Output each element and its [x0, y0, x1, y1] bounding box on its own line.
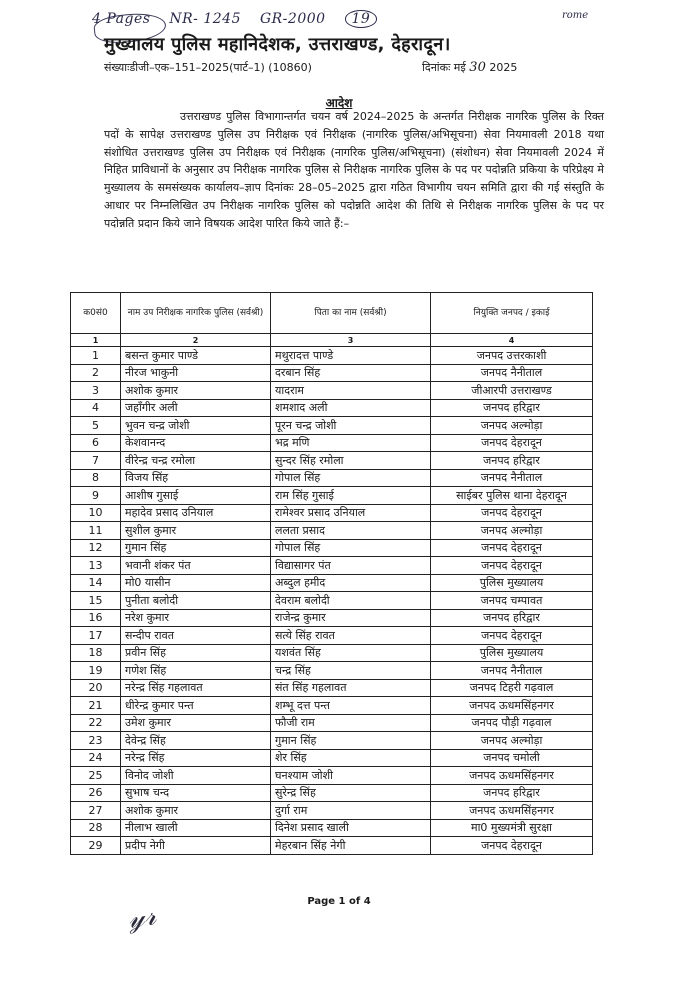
serial-cell: 19: [71, 662, 121, 680]
posting-cell: जनपद पौड़ी गढ़वाल: [431, 714, 593, 732]
handwritten-nr: NR- 1245: [169, 11, 241, 27]
table-row: [71, 627, 593, 645]
table-row: [71, 487, 593, 505]
table-row: [71, 539, 593, 557]
serial-cell: 27: [71, 802, 121, 820]
table-row: [71, 767, 593, 785]
name-cell: विजय सिंह: [121, 469, 271, 487]
name-cell: अशोक कुमार: [121, 802, 271, 820]
father-name-cell: दुर्गा राम: [271, 802, 431, 820]
table-row: [71, 434, 593, 452]
header-posting: नियुक्ति जनपद / इकाई: [431, 293, 593, 334]
table-row: [71, 574, 593, 592]
name-cell: केशवानन्द: [121, 434, 271, 452]
table-row: [71, 592, 593, 610]
name-cell: नरेन्द्र सिंह गहलावत: [121, 679, 271, 697]
serial-cell: 25: [71, 767, 121, 785]
table-row: [71, 662, 593, 680]
name-cell: नरेश कुमार: [121, 609, 271, 627]
serial-cell: 8: [71, 469, 121, 487]
table-row: [71, 837, 593, 855]
father-name-cell: शमशाद अली: [271, 399, 431, 417]
table-row: [71, 522, 593, 540]
date-day-handwritten: 30: [469, 60, 486, 75]
father-name-cell: यादराम: [271, 382, 431, 400]
name-cell: जहाँगीर अली: [121, 399, 271, 417]
column-index-row: [71, 334, 593, 347]
father-name-cell: शेर सिंह: [271, 749, 431, 767]
header-name: नाम उप निरीक्षक नागरिक पुलिस (सर्वश्री): [121, 293, 271, 334]
date-label: दिनांकः मई: [422, 61, 466, 74]
handwritten-circled-number: 19: [345, 10, 378, 28]
father-name-cell: दरबान सिंह: [271, 364, 431, 382]
father-name-cell: गोपाल सिंह: [271, 539, 431, 557]
serial-cell: 24: [71, 749, 121, 767]
name-cell: बसन्त कुमार पाण्डे: [121, 347, 271, 365]
handwritten-annotations: [92, 10, 391, 28]
name-cell: आशीष गुसाई: [121, 487, 271, 505]
table-row: [71, 504, 593, 522]
serial-cell: 20: [71, 679, 121, 697]
name-cell: गुमान सिंह: [121, 539, 271, 557]
posting-cell: जनपद देहरादून: [431, 434, 593, 452]
posting-cell: जीआरपी उत्तराखण्ड: [431, 382, 593, 400]
serial-cell: 16: [71, 609, 121, 627]
father-name-cell: घनश्याम जोशी: [271, 767, 431, 785]
father-name-cell: रामेश्वर प्रसाद उनियाल: [271, 504, 431, 522]
posting-cell: मा0 मुख्यमंत्री सुरक्षा: [431, 819, 593, 837]
serial-cell: 18: [71, 644, 121, 662]
name-cell: सुभाष चन्द: [121, 784, 271, 802]
serial-cell: 7: [71, 452, 121, 470]
posting-cell: पुलिस मुख्यालय: [431, 644, 593, 662]
serial-cell: 6: [71, 434, 121, 452]
table-row: [71, 802, 593, 820]
father-name-cell: फौजी राम: [271, 714, 431, 732]
posting-cell: जनपद देहरादून: [431, 539, 593, 557]
name-cell: भवानी शंकर पंत: [121, 557, 271, 575]
posting-cell: जनपद चमोली: [431, 749, 593, 767]
name-cell: मो0 यासीन: [121, 574, 271, 592]
name-cell: विनोद जोशी: [121, 767, 271, 785]
father-name-cell: पूरन चन्द्र जोशी: [271, 417, 431, 435]
name-cell: सुशील कुमार: [121, 522, 271, 540]
father-name-cell: दिनेश प्रसाद खाली: [271, 819, 431, 837]
column-index: 1: [71, 334, 121, 347]
posting-cell: जनपद हरिद्वार: [431, 784, 593, 802]
father-name-cell: मथुरादत्त पाण्डे: [271, 347, 431, 365]
serial-cell: 28: [71, 819, 121, 837]
father-name-cell: राम सिंह गुसाई: [271, 487, 431, 505]
serial-cell: 13: [71, 557, 121, 575]
father-name-cell: चन्द्र सिंह: [271, 662, 431, 680]
name-cell: देवेन्द्र सिंह: [121, 732, 271, 750]
serial-cell: 9: [71, 487, 121, 505]
column-index: 2: [121, 334, 271, 347]
page-number: Page 1 of 4: [307, 896, 371, 907]
father-name-cell: यशवंत सिंह: [271, 644, 431, 662]
posting-cell: जनपद अल्मोड़ा: [431, 417, 593, 435]
table-row: [71, 714, 593, 732]
serial-cell: 3: [71, 382, 121, 400]
promotion-table: [70, 292, 593, 855]
handwritten-gr: GR-2000: [259, 11, 326, 27]
table-row: [71, 644, 593, 662]
father-name-cell: गोपाल सिंह: [271, 469, 431, 487]
header-serial: क0सं0: [71, 293, 121, 334]
table-row: [71, 364, 593, 382]
table-row: [71, 784, 593, 802]
father-name-cell: भद्र मणि: [271, 434, 431, 452]
posting-cell: जनपद उत्तरकाशी: [431, 347, 593, 365]
name-cell: प्रदीप नेगी: [121, 837, 271, 855]
name-cell: गणेश सिंह: [121, 662, 271, 680]
table-header-row: [71, 293, 593, 334]
table-row: [71, 347, 593, 365]
name-cell: प्रवीन सिंह: [121, 644, 271, 662]
name-cell: अशोक कुमार: [121, 382, 271, 400]
handwritten-signature: 𝓎𝓇: [125, 898, 159, 935]
name-cell: सन्दीप रावत: [121, 627, 271, 645]
father-name-cell: अब्दुल हमीद: [271, 574, 431, 592]
father-name-cell: सुन्दर सिंह रमोला: [271, 452, 431, 470]
table-row: [71, 399, 593, 417]
table-row: [71, 452, 593, 470]
posting-cell: जनपद देहरादून: [431, 557, 593, 575]
serial-cell: 15: [71, 592, 121, 610]
serial-cell: 2: [71, 364, 121, 382]
posting-cell: जनपद देहरादून: [431, 504, 593, 522]
serial-cell: 17: [71, 627, 121, 645]
table-body: [71, 334, 593, 855]
father-name-cell: सुरेन्द्र सिंह: [271, 784, 431, 802]
name-cell: वीरेन्द्र चन्द्र रमोला: [121, 452, 271, 470]
table-row: [71, 749, 593, 767]
name-cell: उमेश कुमार: [121, 714, 271, 732]
order-body-paragraph: उत्तराखण्ड पुलिस विभागान्तर्गत चयन वर्ष 2024–2025 के अन्तर्गत निरीक्षक नागरिक पुलिस के रिक्त पदों के सापेक्ष उत्तराखण्ड पुलिस उप निरीक्षक एवं निरीक्षक (नागरिक पुलिस/अभिसूचना) सेवा नियमावली 2018 यथा संशोधित उत्तराखण्ड पुलिस उप निरीक्षक एवं निरीक्षक (नागरिक पुलिस/अभिसूचना) (संशोधन) सेवा नियमावली 2024 में निहित प्राविधानों के अनुसार उप निरीक्षक नागरिक पुलिस से निरीक्षक नागरिक पुलिस के पद पर पदोन्नति प्रकिया के परिप्रेक्ष्य मे मुख्यालय के समसंख्यक कार्यालय–ज्ञाप दिनांकः 28–05–2025 द्वारा गठित विभागीय चयन समिति द्वारा की गई संस्तुति के आधार पर निम्नलिखित उप निरीक्षक नागरिक पुलिस को पदोन्नति आदेश की तिथि से निरीक्षक नागरिक पुलिस के पद पर पदोन्नति प्रदान किये जाने विषयक आदेश पारित किये जाते हैं:–: [104, 110, 604, 230]
posting-cell: जनपद अल्मोड़ा: [431, 732, 593, 750]
table-row: [71, 609, 593, 627]
posting-cell: जनपद नैनीताल: [431, 364, 593, 382]
name-cell: महादेव प्रसाद उनियाल: [121, 504, 271, 522]
father-name-cell: देवराम बलोदी: [271, 592, 431, 610]
table-row: [71, 417, 593, 435]
serial-cell: 22: [71, 714, 121, 732]
name-cell: धीरेन्द्र कुमार पन्त: [121, 697, 271, 715]
father-name-cell: मेहरबान सिंह नेगी: [271, 837, 431, 855]
father-name-cell: विद्यासागर पंत: [271, 557, 431, 575]
name-cell: नीलाभ खाली: [121, 819, 271, 837]
posting-cell: पुलिस मुख्यालय: [431, 574, 593, 592]
serial-cell: 21: [71, 697, 121, 715]
father-name-cell: राजेन्द्र कुमार: [271, 609, 431, 627]
table-row: [71, 382, 593, 400]
serial-cell: 14: [71, 574, 121, 592]
posting-cell: जनपद देहरादून: [431, 627, 593, 645]
table-row: [71, 679, 593, 697]
posting-cell: जनपद देहरादून: [431, 837, 593, 855]
father-name-cell: शम्भू दत्त पन्त: [271, 697, 431, 715]
table-row: [71, 697, 593, 715]
name-cell: पुनीता बलोदी: [121, 592, 271, 610]
posting-cell: जनपद नैनीताल: [431, 662, 593, 680]
posting-cell: जनपद नैनीताल: [431, 469, 593, 487]
serial-cell: 1: [71, 347, 121, 365]
column-index: 3: [271, 334, 431, 347]
reference-number: संख्याःडीजी–एक–151–2025(पार्ट–1) (10860): [104, 61, 312, 74]
serial-cell: 11: [71, 522, 121, 540]
name-cell: भुवन चन्द्र जोशी: [121, 417, 271, 435]
reference-line: [104, 60, 574, 76]
father-name-cell: गुमान सिंह: [271, 732, 431, 750]
posting-cell: जनपद ऊधमसिंहनगर: [431, 802, 593, 820]
name-cell: नरेन्द्र सिंह: [121, 749, 271, 767]
serial-cell: 10: [71, 504, 121, 522]
serial-cell: 26: [71, 784, 121, 802]
name-cell: नीरज भाकुनी: [121, 364, 271, 382]
serial-cell: 29: [71, 837, 121, 855]
handwritten-corner-note: rome: [562, 10, 589, 21]
posting-cell: जनपद अल्मोड़ा: [431, 522, 593, 540]
table-row: [71, 469, 593, 487]
document-date: [422, 60, 517, 75]
serial-cell: 5: [71, 417, 121, 435]
posting-cell: जनपद चम्पावत: [431, 592, 593, 610]
posting-cell: जनपद हरिद्वार: [431, 609, 593, 627]
table-row: [71, 732, 593, 750]
posting-cell: जनपद ऊधमसिंहनगर: [431, 767, 593, 785]
posting-cell: जनपद हरिद्वार: [431, 399, 593, 417]
father-name-cell: संत सिंह गहलावत: [271, 679, 431, 697]
serial-cell: 12: [71, 539, 121, 557]
table-row: [71, 557, 593, 575]
handwritten-pages: 4 Pages: [92, 11, 151, 27]
serial-cell: 4: [71, 399, 121, 417]
posting-cell: जनपद टिहरी गढ़वाल: [431, 679, 593, 697]
document-heading: मुख्यालय पुलिस महानिदेशक, उत्तराखण्ड, देहरादून।: [104, 34, 451, 55]
order-title-text: आदेश: [325, 96, 353, 110]
header-father-name: पिता का नाम (सर्वश्री): [271, 293, 431, 334]
column-index: 4: [431, 334, 593, 347]
posting-cell: साईबर पुलिस थाना देहरादून: [431, 487, 593, 505]
serial-cell: 23: [71, 732, 121, 750]
table-row: [71, 819, 593, 837]
posting-cell: जनपद हरिद्वार: [431, 452, 593, 470]
date-year: 2025: [489, 61, 518, 74]
father-name-cell: सत्ये सिंह रावत: [271, 627, 431, 645]
posting-cell: जनपद ऊधमसिंहनगर: [431, 697, 593, 715]
father-name-cell: ललता प्रसाद: [271, 522, 431, 540]
